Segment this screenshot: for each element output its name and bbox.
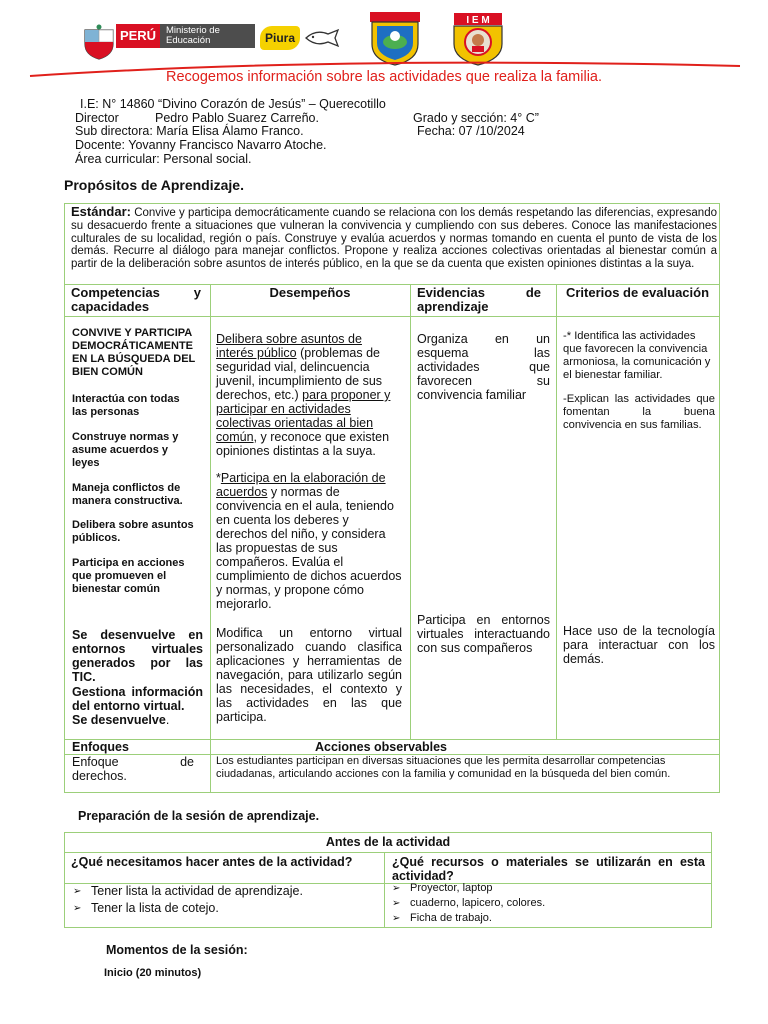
document-title: Recogemos información sobre las actividades que realiza la familia.: [165, 69, 603, 85]
info-director-name: Pedro Pablo Suarez Carreño.: [155, 111, 319, 125]
competencia-2-capacidad-2: [72, 713, 207, 727]
desempeno-1-underlined-b: para proponer y participar en actividades colectivas orientadas al bien común: [216, 388, 391, 444]
desempeno-1: [216, 332, 402, 458]
evidencia-1: Organiza en un esquema las actividades que favorecen su convivencia familiar: [417, 332, 550, 402]
propositos-heading: Propósitos de Aprendizaje.: [64, 177, 244, 193]
preparacion-table: [64, 832, 712, 928]
ministry-label: Ministerio de Educación: [160, 24, 255, 48]
info-docente: Docente: Yovanny Francisco Navarro Atoche.: [75, 138, 327, 152]
competencia-2-title: Se desenvuelve en entornos virtuales generados por las TIC.: [72, 628, 203, 684]
header-acciones: Acciones observables: [314, 740, 447, 754]
criterio-1: -* Identifica las actividades que favorecen la convivencia armoniosa, la comunicación y el bienestar familiar.: [563, 330, 711, 381]
region-fish-icon: [304, 28, 342, 48]
capacidad-item: Participa en acciones que promueven el bienestar común: [72, 557, 185, 595]
piura-logo: Piura: [260, 26, 300, 50]
header-desempenos: Desempeños: [269, 285, 351, 300]
estandar-cell: [71, 206, 717, 271]
list-item: ➢ Ficha de trabajo.: [392, 911, 702, 926]
desempeno-1-text-a: (problemas de seguridad vial, delincuencia juvenil, incumplimiento de sus derechos, etc.): [216, 346, 383, 402]
list-item: ➢ Tener la lista de cotejo.: [73, 900, 378, 917]
desempeno-2-underlined: Participa en la elaboración de acuerdos: [216, 471, 386, 499]
desempeno-2-star: *: [216, 471, 221, 485]
table-divider: [410, 284, 411, 739]
table-divider: [65, 316, 719, 317]
header-evidencias: Evidencias de aprendizaje: [417, 285, 541, 314]
info-subdirectora: Sub directora: María Elisa Álamo Franco.: [75, 124, 304, 138]
info-ie: I.E: N° 14860 “Divino Corazón de Jesús” – Querecotillo: [80, 97, 386, 111]
criterio-3: Hace uso de la tecnología para interactuar con los demás.: [563, 624, 715, 666]
competencia-2-capacidad: Gestiona información del entorno virtual.: [72, 685, 203, 713]
capacidad-item: Maneja conflictos de manera constructiva.: [72, 482, 183, 507]
peru-crest-icon: [82, 24, 116, 60]
desempeno-2: [216, 471, 402, 611]
peru-label: PERÚ: [116, 24, 160, 48]
info-area: Área curricular: Personal social.: [75, 152, 252, 166]
competencia-2-cap-2-text: Se desenvuelve: [72, 713, 166, 727]
inicio-label: Inicio (20 minutos): [104, 967, 202, 979]
list-item: ➢ Proyector, laptop: [392, 881, 702, 896]
capacidad-item: Delibera sobre asuntos públicos.: [72, 519, 194, 544]
ministry-logo: [82, 22, 344, 62]
preparacion-heading: Preparación de la sesión de aprendizaje.: [78, 809, 320, 823]
criterio-2: -Explican las actividades que fomentan la buena convivencia en sus familias.: [563, 393, 715, 431]
header-criterios: Criterios de evaluación: [565, 285, 710, 300]
capacidad-item: Interactúa con todas las personas: [72, 393, 180, 418]
momentos-heading: Momentos de la sesión:: [106, 943, 248, 957]
competencia-2-cap-2-end: .: [165, 713, 170, 727]
estandar-text: Convive y participa democráticamente cuando se relaciona con los demás respetando las diferencias, expresando su desacuerdo frente a situaciones que vulneran la convivencia y cumpliendo con sus deberes. Conoce las manifestaciones culturales de su localidad, región o país. Construye y evalúa acuerdos y normas tomando en cuenta el punto de vista de los demás. Recurre al diálogo para manejar conflictos. Propone y realiza acciones colectivas orientadas al bienestar común a partir de la deliberación sobre asuntos de interés público, en la que se da cuenta que existen opiniones distintas a la suya.: [71, 207, 717, 271]
capacidad-item: Construye normas y asume acuerdos y leyes: [72, 431, 179, 469]
estandar-label: Estándar:: [71, 204, 131, 219]
table-divider: [384, 852, 385, 927]
header-enfoques: Enfoques: [72, 740, 129, 754]
info-grado: Grado y sección: 4° C”: [413, 111, 539, 125]
table-divider: [556, 284, 557, 739]
enfoque-derechos: Enfoque de derechos.: [72, 755, 194, 783]
iem-badge-text: I E M: [466, 15, 490, 26]
competencia-1-title: CONVIVE Y PARTICIPA DEMOCRÁTICAMENTE EN LA BÚSQUEDA DEL BIEN COMÚN: [72, 327, 196, 378]
header-competencias: Competencias y capacidades: [71, 285, 201, 314]
evidencia-2: Participa en entornos virtuales interactuando con sus compañeros: [417, 613, 550, 655]
acciones-observables: Los estudiantes participan en diversas situaciones que les permita desarrollar competencias ciudadanas, articulando acciones con la familia y comunidad en la búsqueda del bien común.: [216, 755, 671, 780]
col-necesitamos-header: ¿Qué necesitamos hacer antes de la actividad?: [71, 855, 353, 869]
info-director-label: Director: [75, 111, 119, 125]
table-divider: [210, 754, 211, 792]
list-item: ➢ cuaderno, lapicero, colores.: [392, 896, 702, 911]
necesitamos-list: [73, 883, 378, 917]
desempeno-1-text-b: , y reconoce que existen opiniones distintas a la suya.: [216, 430, 390, 458]
desempeno-2-text: y normas de convivencia en el aula, teniendo en cuenta los deberes y derechos del niño, y considera las propuestas de sus compañeros. Evalúa el cumplimiento de dichos acuerdos y normas, y propone cómo mejorarlo.: [216, 485, 402, 611]
table-divider: [65, 852, 711, 853]
info-fecha: Fecha: 07 /10/2024: [417, 124, 525, 138]
list-item: ➢ Tener lista la actividad de aprendizaje.: [73, 883, 378, 900]
col-recursos-header: ¿Qué recursos o materiales se utilizarán en esta actividad?: [392, 855, 705, 883]
table-divider: [210, 284, 211, 754]
recursos-list: [392, 881, 702, 926]
propositos-table: [64, 203, 720, 793]
desempeno-3: Modifica un entorno virtual personalizado cuando clasifica aplicaciones y herramientas de navegación, para utilizarlo según las necesidades, el contexto y las actividades en las que participa.: [216, 626, 402, 724]
antes-title: Antes de la actividad: [325, 835, 451, 849]
desempeno-1-underlined-a: Delibera sobre asuntos de interés público: [216, 332, 362, 360]
